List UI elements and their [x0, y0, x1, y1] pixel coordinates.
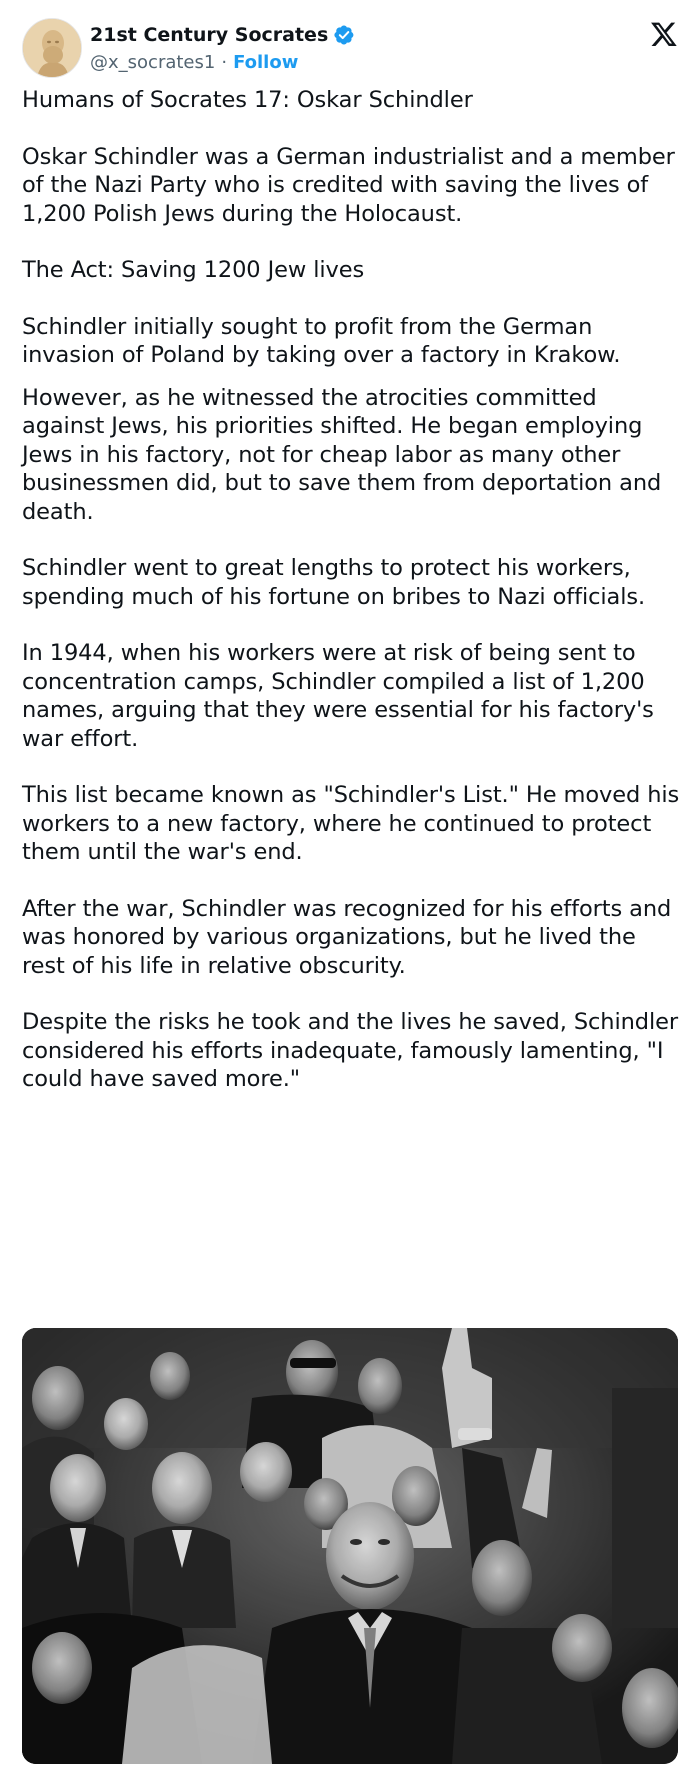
verified-badge-icon	[333, 24, 355, 46]
avatar[interactable]	[22, 18, 82, 78]
name-row	[90, 24, 355, 46]
post-title: Humans of Socrates 17: Oskar Schindler	[22, 87, 473, 113]
display-name[interactable]: 21st Century Socrates	[90, 24, 329, 46]
handle-row	[90, 52, 298, 73]
paragraph-intro: Oskar Schindler was a German industrialist and a member of the Nazi Party who is credited with saving the lives of 1,200 Polish Jews during the Holocaust.	[22, 143, 675, 227]
paragraph-shift: However, as he witnessed the atrocities committed against Jews, his priorities shifted. He began employing Jews in his factory, not for cheap labor as many other businessmen did, but to save them from deportation and death.	[22, 384, 662, 525]
post-text	[22, 86, 682, 1094]
paragraph-schindlers-list: This list became known as "Schindler's List." He moved his workers to a new factory, where he continued to protect them until the war's end.	[22, 782, 680, 865]
account-handle[interactable]: @x_socrates1	[90, 52, 216, 73]
crowd-photo-image	[22, 1328, 678, 1764]
paragraph-regret: Despite the risks he took and the lives he saved, Schindler considered his efforts inadequate, famously lamenting, "I could have saved more."	[22, 1009, 678, 1092]
post-header	[22, 18, 678, 78]
paragraph-after-war: After the war, Schindler was recognized for his efforts and was honored by various organizations, but he lived the rest of his life in relative obscurity.	[22, 895, 672, 979]
separator-dot: ·	[221, 52, 228, 73]
paragraph-profit: Schindler initially sought to profit from the German invasion of Poland by taking over a factory in Krakow.	[22, 313, 621, 368]
x-logo-icon[interactable]	[650, 20, 678, 48]
paragraph-bribes: Schindler went to great lengths to protect his workers, spending much of his fortune on bribes to Nazi officials.	[22, 555, 646, 610]
paragraph-list: In 1944, when his workers were at risk of being sent to concentration camps, Schindler compiled a list of 1,200 names, arguing that they were essential for his factory's war effort.	[22, 640, 654, 752]
paragraph-act: The Act: Saving 1200 Jew lives	[22, 257, 365, 283]
socrates-bust-icon	[23, 19, 81, 77]
follow-button[interactable]: Follow	[233, 52, 299, 73]
post-photo[interactable]	[22, 1328, 678, 1764]
